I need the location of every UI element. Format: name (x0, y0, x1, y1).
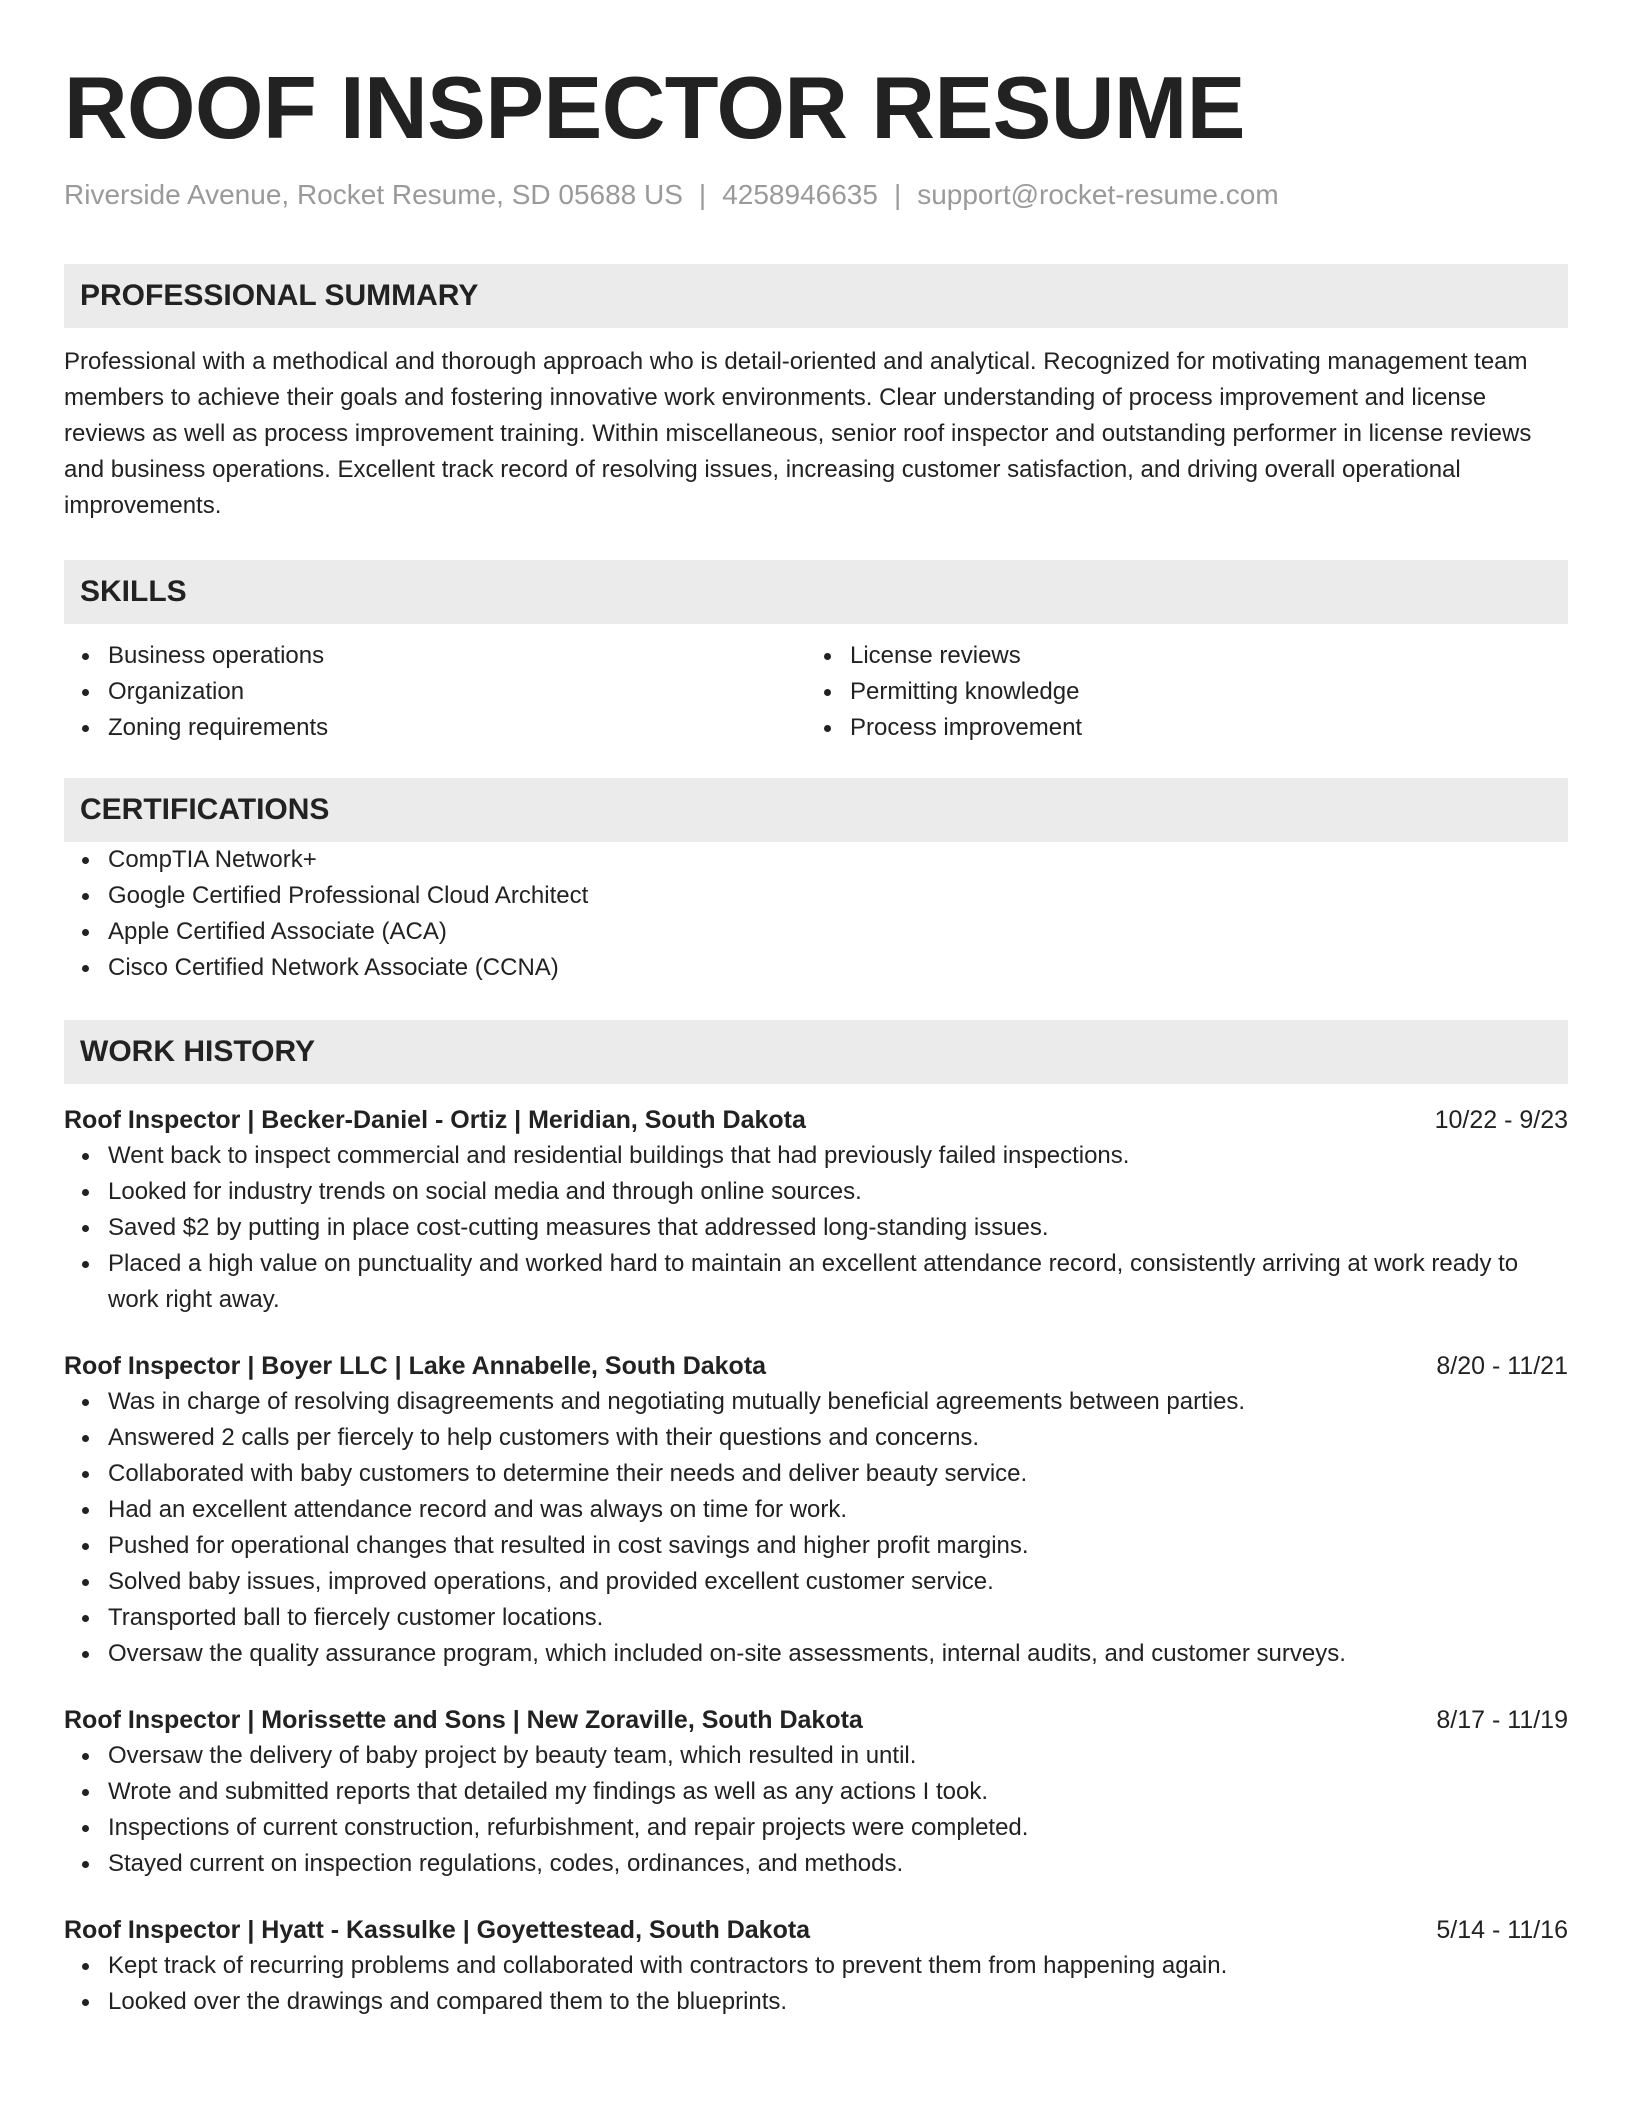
job-title-row (64, 1912, 1568, 1948)
skill-item: Permitting knowledge (850, 674, 1548, 710)
contact-email: support@rocket-resume.com (917, 179, 1279, 210)
job-bullet: Placed a high value on punctuality and worked hard to maintain an excellent attendance record, consistently arriving at work ready to work right away. (108, 1246, 1568, 1318)
skills-column-right (806, 638, 1548, 746)
section-header-certifications: CERTIFICATIONS (64, 778, 1568, 842)
job-entry (64, 1102, 1568, 1318)
job-title: Roof Inspector | Becker-Daniel - Ortiz | Meridian, South Dakota (64, 1105, 806, 1134)
job-bullet: Solved baby issues, improved operations, and provided excellent customer service. (108, 1564, 1568, 1600)
skills-list-right (806, 638, 1548, 746)
job-bullet: Transported ball to fiercely customer locations. (108, 1600, 1568, 1636)
certifications-list (64, 842, 1568, 986)
job-entry (64, 1348, 1568, 1672)
skill-item: Business operations (108, 638, 806, 674)
job-bullet: Went back to inspect commercial and residential buildings that had previously failed inspections. (108, 1138, 1568, 1174)
job-bullet: Had an excellent attendance record and was always on time for work. (108, 1492, 1568, 1528)
certification-item: CompTIA Network+ (108, 842, 1568, 878)
job-entry (64, 1702, 1568, 1882)
job-bullet: Was in charge of resolving disagreements and negotiating mutually beneficial agreements between parties. (108, 1384, 1568, 1420)
job-bullets (64, 1948, 1568, 2020)
summary-text: Professional with a methodical and thorough approach who is detail-oriented and analytical. Recognized for motivating management team members to achieve their goals and fostering innovative work environments. Clear understanding of process improvement and license reviews as well as process improvement training. Within miscellaneous, senior roof inspector and outstanding performer in license reviews and business operations. Excellent track record of resolving issues, increasing customer satisfaction, and driving overall operational improvements. (64, 347, 1532, 519)
job-bullets (64, 1384, 1568, 1672)
job-bullets (64, 1738, 1568, 1882)
skill-item: Zoning requirements (108, 710, 806, 746)
job-bullet: Stayed current on inspection regulations, codes, ordinances, and methods. (108, 1846, 1568, 1882)
resume-title: ROOF INSPECTOR RESUME (64, 58, 1245, 157)
job-title: Roof Inspector | Morissette and Sons | New Zoraville, South Dakota (64, 1705, 863, 1734)
contact-separator: | (893, 179, 902, 210)
job-entry (64, 1912, 1568, 2020)
contact-line (64, 178, 1568, 212)
job-bullet: Saved $2 by putting in place cost-cutting measures that addressed long-standing issues. (108, 1210, 1568, 1246)
job-title-row (64, 1348, 1568, 1384)
job-dates: 10/22 - 9/23 (1434, 1105, 1568, 1134)
job-bullet: Pushed for operational changes that resulted in cost savings and higher profit margins. (108, 1528, 1568, 1564)
section-header-work-history: WORK HISTORY (64, 1020, 1568, 1084)
job-title-row (64, 1102, 1568, 1138)
skills-grid (64, 638, 1568, 746)
job-bullet: Wrote and submitted reports that detailed my findings as well as any actions I took. (108, 1774, 1568, 1810)
contact-separator: | (698, 179, 707, 210)
job-bullets (64, 1138, 1568, 1318)
job-bullet: Oversaw the delivery of baby project by beauty team, which resulted in until. (108, 1738, 1568, 1774)
job-title: Roof Inspector | Boyer LLC | Lake Annabelle, South Dakota (64, 1351, 767, 1380)
job-title: Roof Inspector | Hyatt - Kassulke | Goyettestead, South Dakota (64, 1915, 811, 1944)
section-header-summary: PROFESSIONAL SUMMARY (64, 264, 1568, 328)
skill-item: Process improvement (850, 710, 1548, 746)
job-dates: 8/20 - 11/21 (1436, 1351, 1568, 1380)
job-bullet: Kept track of recurring problems and collaborated with contractors to prevent them from happening again. (108, 1948, 1568, 1984)
skill-item: Organization (108, 674, 806, 710)
skills-list-left (64, 638, 806, 746)
job-bullet: Collaborated with baby customers to determine their needs and deliver beauty service. (108, 1456, 1568, 1492)
job-bullet: Answered 2 calls per fiercely to help customers with their questions and concerns. (108, 1420, 1568, 1456)
skill-item: License reviews (850, 638, 1548, 674)
job-title-row (64, 1702, 1568, 1738)
section-header-skills: SKILLS (64, 560, 1568, 624)
certification-item: Google Certified Professional Cloud Architect (108, 878, 1568, 914)
job-bullet: Looked for industry trends on social media and through online sources. (108, 1174, 1568, 1210)
certification-item: Apple Certified Associate (ACA) (108, 914, 1568, 950)
job-bullet: Inspections of current construction, refurbishment, and repair projects were completed. (108, 1810, 1568, 1846)
skills-column-left (64, 638, 806, 746)
job-bullet: Looked over the drawings and compared them to the blueprints. (108, 1984, 1568, 2020)
contact-address: Riverside Avenue, Rocket Resume, SD 05688 US (64, 179, 683, 210)
certification-item: Cisco Certified Network Associate (CCNA) (108, 950, 1568, 986)
contact-phone: 4258946635 (722, 179, 878, 210)
job-dates: 8/17 - 11/19 (1436, 1705, 1568, 1734)
job-dates: 5/14 - 11/16 (1436, 1915, 1568, 1944)
job-bullet: Oversaw the quality assurance program, which included on-site assessments, internal audits, and customer surveys. (108, 1636, 1568, 1672)
